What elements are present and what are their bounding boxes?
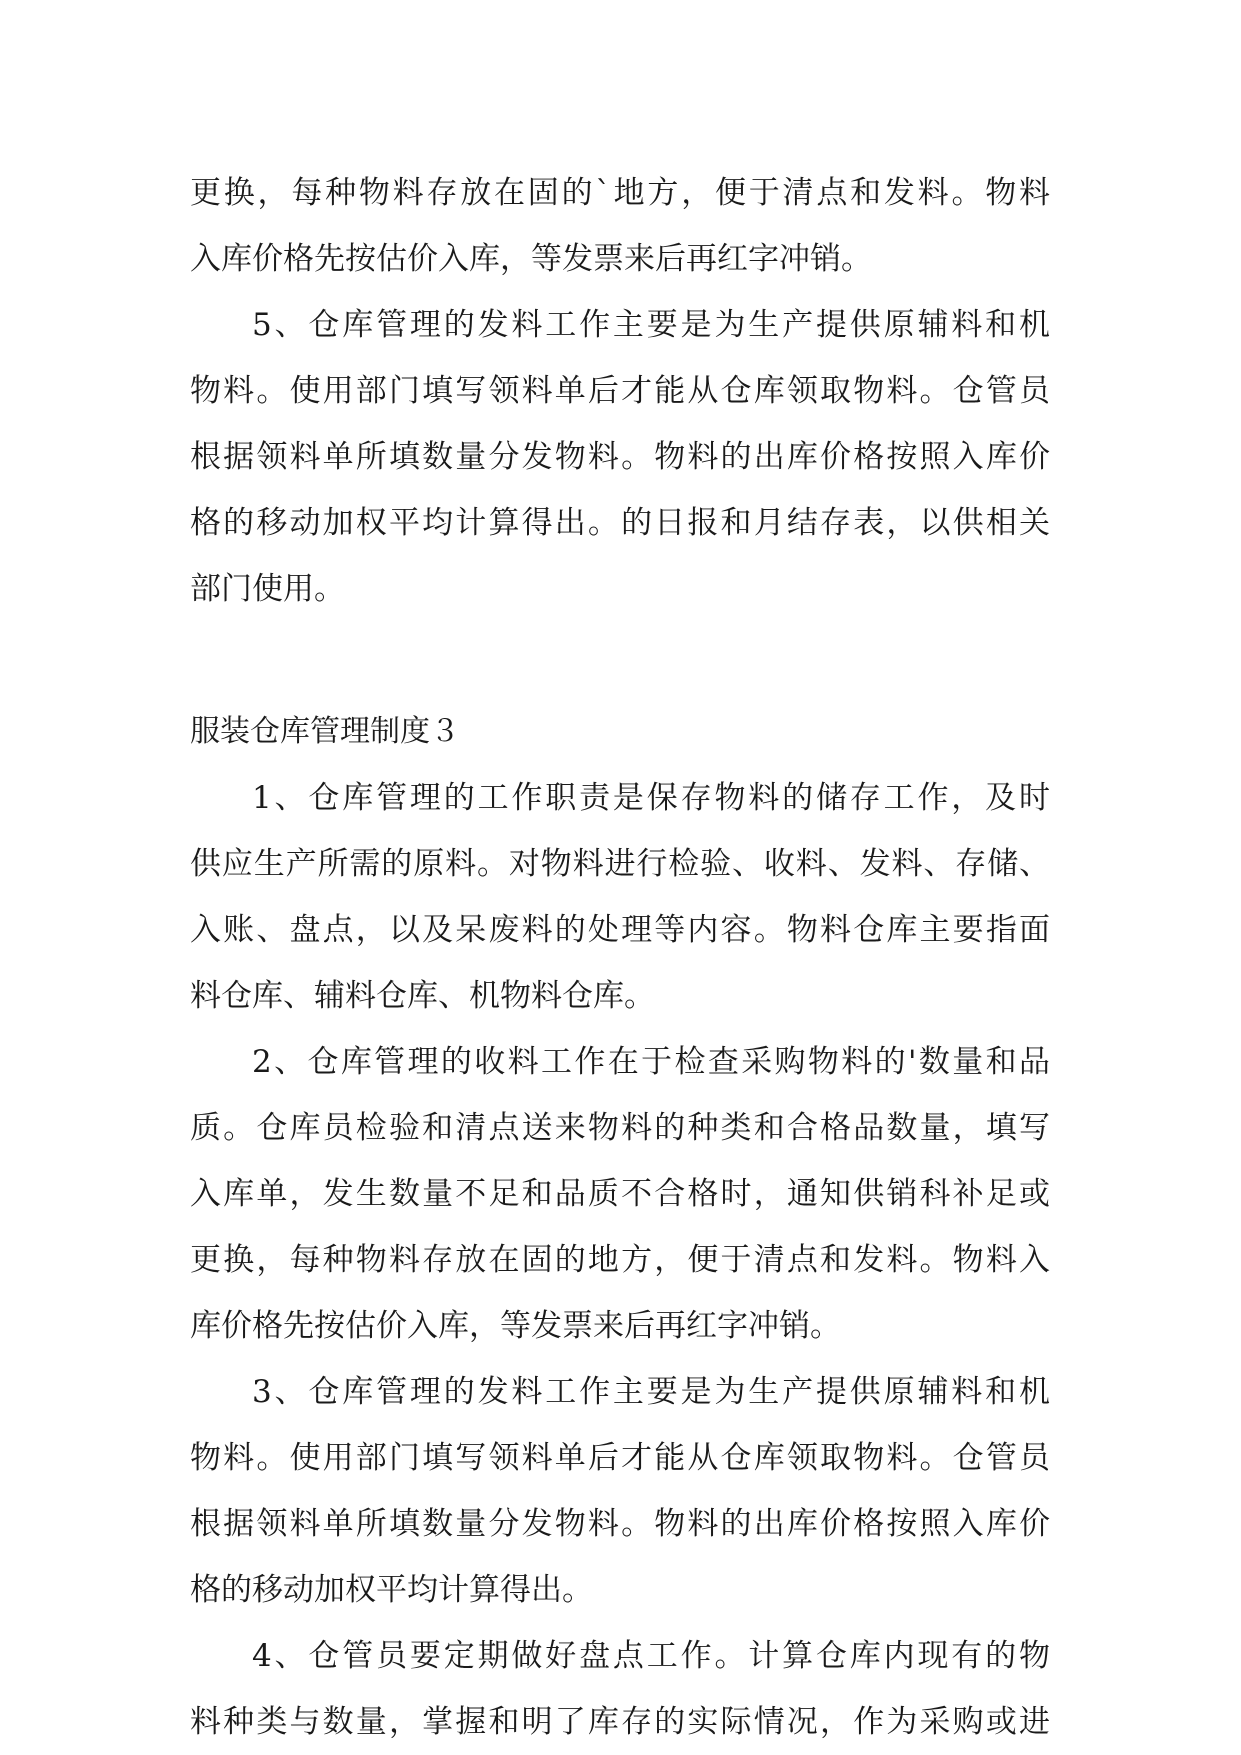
text-line: 料仓库、辅料仓库、机物料仓库。 (190, 978, 655, 1014)
section-spacer (190, 622, 1050, 699)
paragraph-continuation (190, 160, 1050, 292)
paragraph-item-4 (190, 1623, 1050, 1755)
text-line: 物料。使用部门填写领料单后才能从仓库领取物料。仓管员 (190, 373, 1050, 409)
text-line: 入库单，发生数量不足和品质不合格时，通知供销科补足或 (190, 1176, 1050, 1212)
paragraph-item-5 (190, 292, 1050, 622)
text-line: 料种类与数量，掌握和明了库存的实际情况，作为采购或进 (190, 1704, 1050, 1740)
section-title: 服装仓库管理制度３ (190, 714, 460, 749)
text-line: 5、仓库管理的发料工作主要是为生产提供原辅料和机 (252, 307, 1050, 343)
paragraph-item-2 (190, 1029, 1050, 1359)
text-line: 物料。使用部门填写领料单后才能从仓库领取物料。仓管员 (190, 1440, 1050, 1476)
paragraph-item-3 (190, 1359, 1050, 1623)
text-line: 4、仓管员要定期做好盘点工作。计算仓库内现有的物 (252, 1638, 1050, 1674)
text-line: 1、仓库管理的工作职责是保存物料的储存工作，及时 (252, 780, 1050, 816)
text-line: 库价格先按估价入库，等发票来后再红字冲销。 (190, 1308, 841, 1344)
text-line: 部门使用。 (190, 571, 345, 607)
text-line: 3、仓库管理的发料工作主要是为生产提供原辅料和机 (252, 1374, 1050, 1410)
text-line: 格的移动加权平均计算得出。 (190, 1572, 593, 1608)
document-body (190, 160, 1050, 1755)
text-line: 格的移动加权平均计算得出。的日报和月结存表，以供相关 (190, 505, 1050, 541)
text-line: 根据领料单所填数量分发物料。物料的出库价格按照入库价 (190, 439, 1050, 475)
paragraph-item-1 (190, 765, 1050, 1029)
text-line: 2、仓库管理的收料工作在于检查采购物料的'数量和品 (252, 1044, 1050, 1080)
text-line: 供应生产所需的原料。对物料进行检验、收料、发料、存储、 (190, 846, 1050, 882)
text-line: 质。仓库员检验和清点送来物料的种类和合格品数量，填写 (190, 1110, 1050, 1146)
text-line: 根据领料单所填数量分发物料。物料的出库价格按照入库价 (190, 1506, 1050, 1542)
text-line: 更换，每种物料存放在固的`地方，便于清点和发料。物料 (190, 175, 1050, 211)
text-line: 更换，每种物料存放在固的地方，便于清点和发料。物料入 (190, 1242, 1050, 1278)
text-line: 入账、盘点，以及呆废料的处理等内容。物料仓库主要指面 (190, 912, 1050, 948)
text-line: 入库价格先按估价入库，等发票来后再红字冲销。 (190, 241, 872, 277)
